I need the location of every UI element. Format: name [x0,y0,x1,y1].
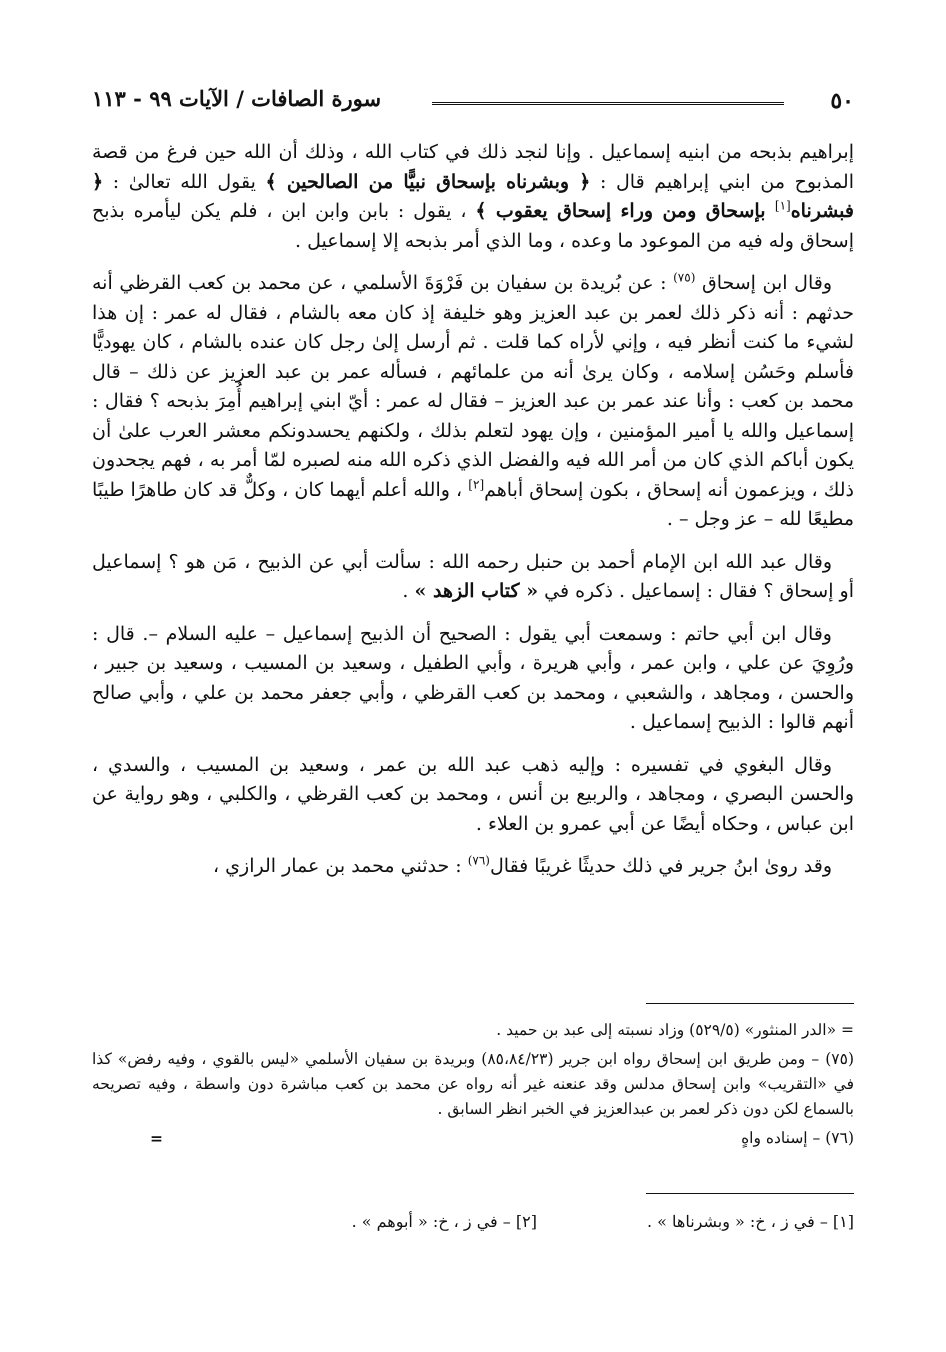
text-run: ، والله أعلم أيهما كان ، وكلٌّ قد كان طاهرًا طيبًا مطيعًا لله – عز وجل – . [92,478,854,530]
quoted-text: « كتاب الزهد » [414,580,539,602]
notes-rule [646,1193,854,1194]
footnote-reference: (٧٥) [673,270,696,285]
text-run: . [402,580,415,602]
text-run: ، يقول : بابن وابن ابن ، فلم يكن ليأمره بذبح إسحاق وله فيه من الموعود ما وعده ، وما الذي أمر بذبحه إلا إسماعيل . [92,200,854,252]
variant-note-2: [٢] – في ز ، خ: « أبوهم » . [351,1212,537,1231]
quoted-text: بإسحاق ومن وراء إسحاق يعقوب ﴾ [475,200,775,222]
footnote-continuation: = «الدر المنثور» (٥٢٩/٥) وزاد نسبته إلى عبد بن حميد . [496,1021,854,1039]
variant-note-1: [١] – في ز ، خ: « وبشرناها » . [646,1212,854,1231]
footnote-76: (٧٦) – إسناده واهٍ = [92,1126,854,1151]
text-run: يقول الله تعالىٰ : [103,170,266,193]
main-text [92,138,854,895]
paragraph [92,548,854,607]
text-run: : حدثني محمد بن عمار الرازي ، [213,855,468,877]
footnotes [92,1018,854,1155]
text-run: وقال ابن أبي حاتم : وسمعت أبي يقول : الصحيح أن الذبيح إسماعيل – عليه السلام –. قال : ورُوِيَ عن علي ، وابن عمر ، وأبي هريرة ، وأبي الطفيل ، وسعيد بن المسيب ، وسعيد بن جبير ، والحسن ، ومجاهد ، والشعبي ، ومحمد بن كعب القرظي ، وأبي جعفر محمد بن علي ، وأبي صالح أنهم قالوا : الذبيح إسماعيل . [92,622,854,733]
variant-notes [92,1212,854,1231]
quoted-text: ﴿ وبشرناه بإسحاق نبيًّا من الصالحين ﴾ [265,170,591,193]
paragraph [92,269,854,535]
running-title: سورة الصافات / الآيات ٩٩ - ١١٣ [92,86,382,111]
text-run: وقال البغوي في تفسيره : وإليه ذهب عبد الله بن عمر ، وسعيد بن المسيب ، والسدي ، والحسن البصري ، ومجاهد ، والربيع بن أنس ، ومحمد بن كعب القرظي ، والكلبي ، وهو رواية عن ابن عباس ، وحكاه أيضًا عن أبي عمرو بن العلاء . [92,753,854,835]
quoted-text: ﴿ فبشرناه [92,170,854,222]
text-run: وقال ابن إسحاق [695,272,832,294]
text-run: : عن بُريدة بن سفيان بن فَرْوَةَ الأسلمي ، عن محمد بن كعب القرظي أنه حدثهم : أنه ذكر ذلك لعمر بن عبد العزيز وهو خليفة إذ كان معه بالشام ، فقال له عمر : إن هذا لشيء ما كنت أنظر فيه ، وإني لأراه كما قلت . ثم أرسل إلىٰ رجل كان عنده بالشام ، كان يهوديًّا فأسلم وحَسُن إسلامه ، وكان يرىٰ أنه من علمائهم ، فسأله عمر بن عبد العزيز عن ذلك – قال محمد بن كعب : وأنا عند عمر بن عبد العزيز – فقال له عمر : أيّ ابني إبراهيم أُمِرَ بذبحه ؟ فقال : إسماعيل والله يا أمير المؤمنين ، وإن يهود لتعلم بذلك ، ولكنهم يحسدونكم معشر العرب علىٰ أن يكون أباكم الذي كان من أمر الله فيه والفضل الذي ذكره الله منه لصبره لمّا أمر به ، فهم يجحدون ذلك ، ويزعمون أنه إسحاق ، بكون إسحاق أباهم [92,272,854,501]
footnote-reference: [٢] [468,477,485,492]
paragraph [92,852,854,882]
footnote-rule [646,1003,854,1004]
page-header [92,84,854,124]
footnote-reference: (٧٦) [467,853,490,868]
text-run: وقد روىٰ ابنُ جرير في ذلك حديثًا غريبًا فقال [489,855,832,877]
page-number: ٥٠ [830,88,854,114]
header-rule [432,102,784,105]
continues-mark: = [150,1129,163,1148]
text-run: وقال عبد الله ابن الإمام أحمد بن حنبل رحمه الله : سألت أبي عن الذبيح ، مَن هو ؟ إسماعيل أو إسحاق ؟ فقال : إسماعيل . ذكره في [92,550,854,602]
paragraph [92,620,854,738]
paragraph [92,138,854,256]
paragraph [92,751,854,840]
footnote-reference: [١] [774,198,791,213]
footnote-75: (٧٥) – ومن طريق ابن إسحاق رواه ابن جرير (٨٥،٨٤/٢٣) وبريدة بن سفيان الأسلمي «ليس بالقوي ، وفيه رفض» كذا في «التقريب» وابن إسحاق مدلس وقد عنعنه غير أنه رواه عن محمد بن كعب مباشرة دون واسطة ، وفيه تصريحه بالسماع لكن دون ذكر لعمر بن عبدالعزيز في الخبر انظر السابق . [92,1050,854,1118]
text-run: إبراهيم بذبحه من ابنيه إسماعيل . وإنا لنجد ذلك في كتاب الله ، وذلك أن الله حين فرغ من قصة المذبوح من ابني إبراهيم قال : [92,141,854,193]
